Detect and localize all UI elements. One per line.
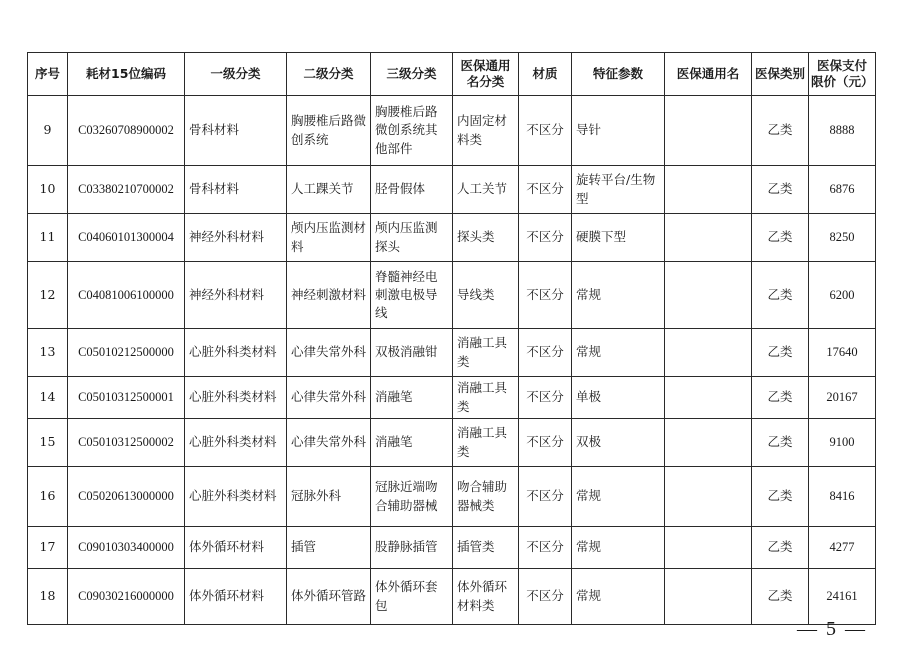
- row-number-cell: 9: [28, 96, 68, 166]
- material-cell: 不区分: [519, 329, 572, 377]
- header-cell: 医保类别: [752, 53, 809, 96]
- row-number-cell: 12: [28, 262, 68, 329]
- level1-category-cell: 心脏外科类材料: [185, 419, 287, 467]
- table-row: [28, 527, 876, 569]
- row-number-cell: 16: [28, 467, 68, 527]
- level3-category-cell: 双极消融钳: [371, 329, 453, 377]
- table-row: [28, 569, 876, 625]
- header-cell: 一级分类: [185, 53, 287, 96]
- row-number-cell: 14: [28, 377, 68, 419]
- payment-limit-cell: 6200: [809, 262, 876, 329]
- generic-name-cell: [665, 214, 752, 262]
- page-number: — 5 —: [797, 618, 867, 640]
- feature-parameter-cell: 导针: [572, 96, 665, 166]
- row-number-cell: 13: [28, 329, 68, 377]
- insurance-category-cell: 乙类: [752, 569, 809, 625]
- feature-parameter-cell: 常规: [572, 329, 665, 377]
- insurance-category-cell: 乙类: [752, 214, 809, 262]
- material-code-cell: C05010312500002: [68, 419, 185, 467]
- generic-name-category-cell: 人工关节: [453, 166, 519, 214]
- level2-category-cell: 心律失常外科: [287, 419, 371, 467]
- table-row: [28, 166, 876, 214]
- level3-category-cell: 消融笔: [371, 377, 453, 419]
- generic-name-cell: [665, 96, 752, 166]
- table-row: [28, 419, 876, 467]
- generic-name-category-cell: 探头类: [453, 214, 519, 262]
- insurance-category-cell: 乙类: [752, 527, 809, 569]
- payment-limit-cell: 24161: [809, 569, 876, 625]
- generic-name-category-cell: 内固定材料类: [453, 96, 519, 166]
- payment-limit-cell: 4277: [809, 527, 876, 569]
- material-cell: 不区分: [519, 166, 572, 214]
- level2-category-cell: 颅内压监测材料: [287, 214, 371, 262]
- feature-parameter-cell: 硬膜下型: [572, 214, 665, 262]
- header-cell: 特征参数: [572, 53, 665, 96]
- material-code-cell: C03260708900002: [68, 96, 185, 166]
- reimbursement-table: [27, 52, 876, 625]
- level3-category-cell: 体外循环套包: [371, 569, 453, 625]
- level1-category-cell: 体外循环材料: [185, 569, 287, 625]
- feature-parameter-cell: 常规: [572, 262, 665, 329]
- level3-category-cell: 消融笔: [371, 419, 453, 467]
- feature-parameter-cell: 旋转平台/生物型: [572, 166, 665, 214]
- material-code-cell: C09010303400000: [68, 527, 185, 569]
- level2-category-cell: 心律失常外科: [287, 377, 371, 419]
- row-number-cell: 11: [28, 214, 68, 262]
- material-code-cell: C03380210700002: [68, 166, 185, 214]
- table-row: [28, 262, 876, 329]
- material-cell: 不区分: [519, 569, 572, 625]
- level3-category-cell: 颅内压监测探头: [371, 214, 453, 262]
- material-code-cell: C05020613000000: [68, 467, 185, 527]
- generic-name-cell: [665, 467, 752, 527]
- feature-parameter-cell: 常规: [572, 467, 665, 527]
- level3-category-cell: 脊髓神经电刺激电极导线: [371, 262, 453, 329]
- material-cell: 不区分: [519, 214, 572, 262]
- feature-parameter-cell: 双极: [572, 419, 665, 467]
- row-number-cell: 17: [28, 527, 68, 569]
- generic-name-category-cell: 导线类: [453, 262, 519, 329]
- feature-parameter-cell: 常规: [572, 569, 665, 625]
- material-code-cell: C05010212500000: [68, 329, 185, 377]
- generic-name-cell: [665, 262, 752, 329]
- material-cell: 不区分: [519, 467, 572, 527]
- insurance-category-cell: 乙类: [752, 329, 809, 377]
- level2-category-cell: 神经刺激材料: [287, 262, 371, 329]
- level3-category-cell: 冠脉近端吻合辅助器械: [371, 467, 453, 527]
- feature-parameter-cell: 单极: [572, 377, 665, 419]
- level1-category-cell: 骨科材料: [185, 166, 287, 214]
- material-code-cell: C04060101300004: [68, 214, 185, 262]
- generic-name-category-cell: 吻合辅助器械类: [453, 467, 519, 527]
- material-cell: 不区分: [519, 96, 572, 166]
- row-number-cell: 18: [28, 569, 68, 625]
- insurance-category-cell: 乙类: [752, 467, 809, 527]
- material-code-cell: C09030216000000: [68, 569, 185, 625]
- table-row: [28, 467, 876, 527]
- generic-name-cell: [665, 419, 752, 467]
- material-cell: 不区分: [519, 527, 572, 569]
- level2-category-cell: 心律失常外科: [287, 329, 371, 377]
- header-cell: 医保支付限价（元）: [809, 53, 876, 96]
- level3-category-cell: 胫骨假体: [371, 166, 453, 214]
- insurance-category-cell: 乙类: [752, 419, 809, 467]
- insurance-category-cell: 乙类: [752, 166, 809, 214]
- level1-category-cell: 心脏外科类材料: [185, 467, 287, 527]
- material-code-cell: C04081006100000: [68, 262, 185, 329]
- level3-category-cell: 股静脉插管: [371, 527, 453, 569]
- payment-limit-cell: 6876: [809, 166, 876, 214]
- generic-name-category-cell: 消融工具类: [453, 377, 519, 419]
- row-number-cell: 15: [28, 419, 68, 467]
- insurance-category-cell: 乙类: [752, 262, 809, 329]
- generic-name-category-cell: 消融工具类: [453, 419, 519, 467]
- generic-name-cell: [665, 166, 752, 214]
- generic-name-cell: [665, 329, 752, 377]
- level1-category-cell: 心脏外科类材料: [185, 377, 287, 419]
- feature-parameter-cell: 常规: [572, 527, 665, 569]
- table-row: [28, 329, 876, 377]
- level2-category-cell: 冠脉外科: [287, 467, 371, 527]
- generic-name-cell: [665, 527, 752, 569]
- level2-category-cell: 胸腰椎后路微创系统: [287, 96, 371, 166]
- payment-limit-cell: 8416: [809, 467, 876, 527]
- generic-name-category-cell: 插管类: [453, 527, 519, 569]
- header-cell: 二级分类: [287, 53, 371, 96]
- header-cell: 耗材15位编码: [68, 53, 185, 96]
- material-code-cell: C05010312500001: [68, 377, 185, 419]
- generic-name-cell: [665, 569, 752, 625]
- material-cell: 不区分: [519, 419, 572, 467]
- material-cell: 不区分: [519, 262, 572, 329]
- level1-category-cell: 体外循环材料: [185, 527, 287, 569]
- generic-name-category-cell: 体外循环材料类: [453, 569, 519, 625]
- header-cell: 三级分类: [371, 53, 453, 96]
- level2-category-cell: 插管: [287, 527, 371, 569]
- level2-category-cell: 体外循环管路: [287, 569, 371, 625]
- level1-category-cell: 神经外科材料: [185, 214, 287, 262]
- row-number-cell: 10: [28, 166, 68, 214]
- header-cell: 材质: [519, 53, 572, 96]
- insurance-category-cell: 乙类: [752, 96, 809, 166]
- payment-limit-cell: 8250: [809, 214, 876, 262]
- header-cell: 医保通用名分类: [453, 53, 519, 96]
- table-row: [28, 377, 876, 419]
- header-cell: 医保通用名: [665, 53, 752, 96]
- level1-category-cell: 心脏外科类材料: [185, 329, 287, 377]
- level1-category-cell: 骨科材料: [185, 96, 287, 166]
- level2-category-cell: 人工踝关节: [287, 166, 371, 214]
- level1-category-cell: 神经外科材料: [185, 262, 287, 329]
- payment-limit-cell: 8888: [809, 96, 876, 166]
- level3-category-cell: 胸腰椎后路微创系统其他部件: [371, 96, 453, 166]
- header-row: [28, 53, 876, 96]
- material-cell: 不区分: [519, 377, 572, 419]
- payment-limit-cell: 9100: [809, 419, 876, 467]
- insurance-category-cell: 乙类: [752, 377, 809, 419]
- generic-name-category-cell: 消融工具类: [453, 329, 519, 377]
- header-cell: 序号: [28, 53, 68, 96]
- table-row: [28, 214, 876, 262]
- generic-name-cell: [665, 377, 752, 419]
- payment-limit-cell: 17640: [809, 329, 876, 377]
- payment-limit-cell: 20167: [809, 377, 876, 419]
- table-row: [28, 96, 876, 166]
